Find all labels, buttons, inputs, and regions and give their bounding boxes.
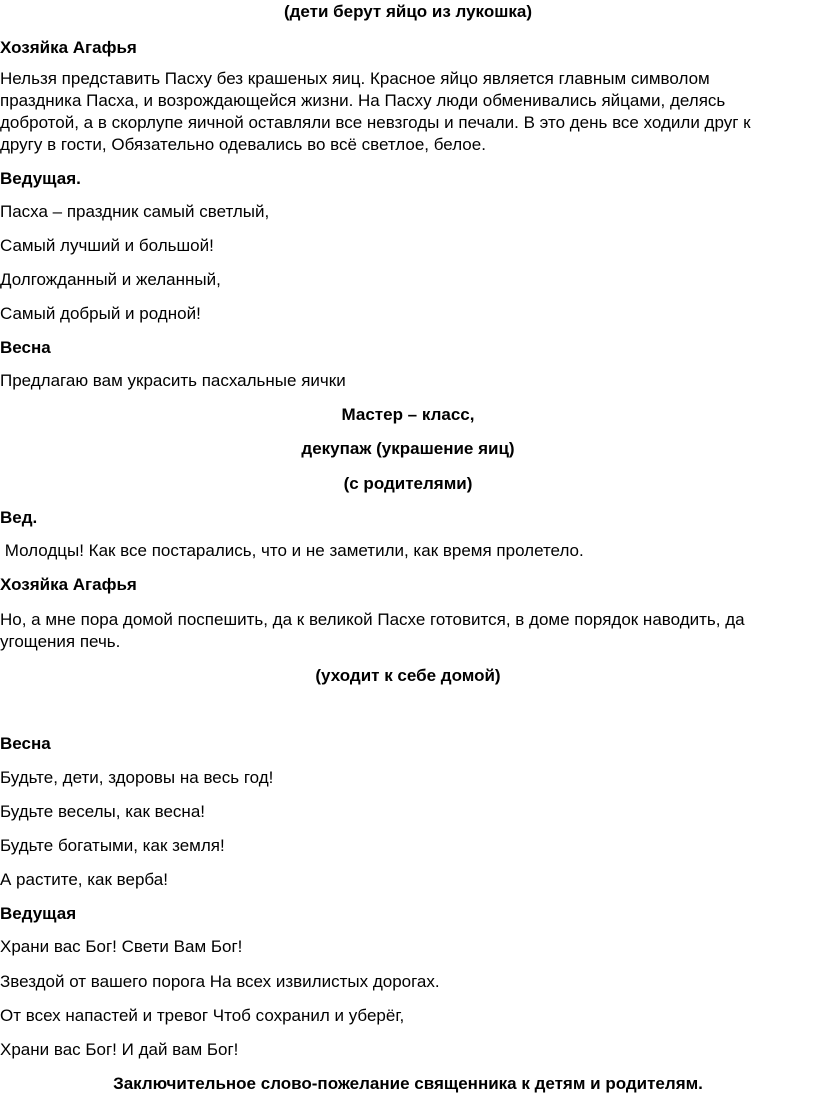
verse-line: Долгожданный и желанный,	[0, 270, 221, 289]
verse-line: Звездой от вашего порога На всех извилистых дорогах.	[0, 972, 440, 991]
stage-direction: (дети берут яйцо из лукошка)	[283, 2, 533, 21]
paragraph-line: праздника Пасха, и возрождающейся жизни. На Пасху люди обменивались яйцами, делясь	[0, 91, 726, 110]
verse-line: Будьте веселы, как весна!	[0, 802, 205, 821]
speaker-heading: Вед.	[0, 508, 38, 527]
speaker-heading: Хозяйка Агафья	[0, 38, 137, 57]
verse-line: Пасха – праздник самый светлый,	[0, 202, 270, 221]
speaker-heading: Ведущая	[0, 904, 77, 923]
paragraph-line: другу в гости, Обязательно одевались во всё светлое, белое.	[0, 135, 486, 154]
verse-line: Самый лучший и большой!	[0, 236, 214, 255]
paragraph-line: Но, а мне пора домой поспешить, да к великой Пасхе готовится, в доме порядок наводить, да	[0, 610, 745, 629]
verse-line: От всех напастей и тревог Чтоб сохранил и уберёг,	[0, 1006, 405, 1025]
verse-line: Будьте, дети, здоровы на весь год!	[0, 768, 274, 787]
verse-line: Будьте богатыми, как земля!	[0, 836, 225, 855]
verse-line: Самый добрый и родной!	[0, 304, 201, 323]
stage-direction: (уходит к себе домой)	[315, 666, 501, 685]
speaker-heading: Весна	[0, 338, 51, 357]
speaker-heading: Весна	[0, 734, 51, 753]
paragraph-line: Нельзя представить Пасху без крашеных яиц. Красное яйцо является главным символом	[0, 69, 710, 88]
closing-heading: Заключительное слово-пожелание священника к детям и родителям.	[113, 1074, 703, 1093]
verse-line: Храни вас Бог! И дай вам Бог!	[0, 1040, 239, 1059]
centered-heading: декупаж (украшение яиц)	[301, 439, 515, 458]
paragraph-line: Предлагаю вам украсить пасхальные яички	[0, 371, 346, 390]
paragraph-line: добротой, а в скорлупе яичной оставляли все невзгоды и печали. В это день все ходили друг к	[0, 113, 751, 132]
paragraph-line: Молодцы! Как все постарались, что и не заметили, как время пролетело.	[0, 541, 584, 560]
centered-heading: (с родителями)	[343, 474, 473, 493]
verse-line: Храни вас Бог! Свети Вам Бог!	[0, 937, 243, 956]
speaker-heading: Ведущая.	[0, 169, 81, 188]
centered-heading: Мастер – класс,	[341, 405, 475, 424]
speaker-heading: Хозяйка Агафья	[0, 575, 137, 594]
verse-line: А растите, как верба!	[0, 870, 168, 889]
paragraph-line: угощения печь.	[0, 632, 121, 651]
